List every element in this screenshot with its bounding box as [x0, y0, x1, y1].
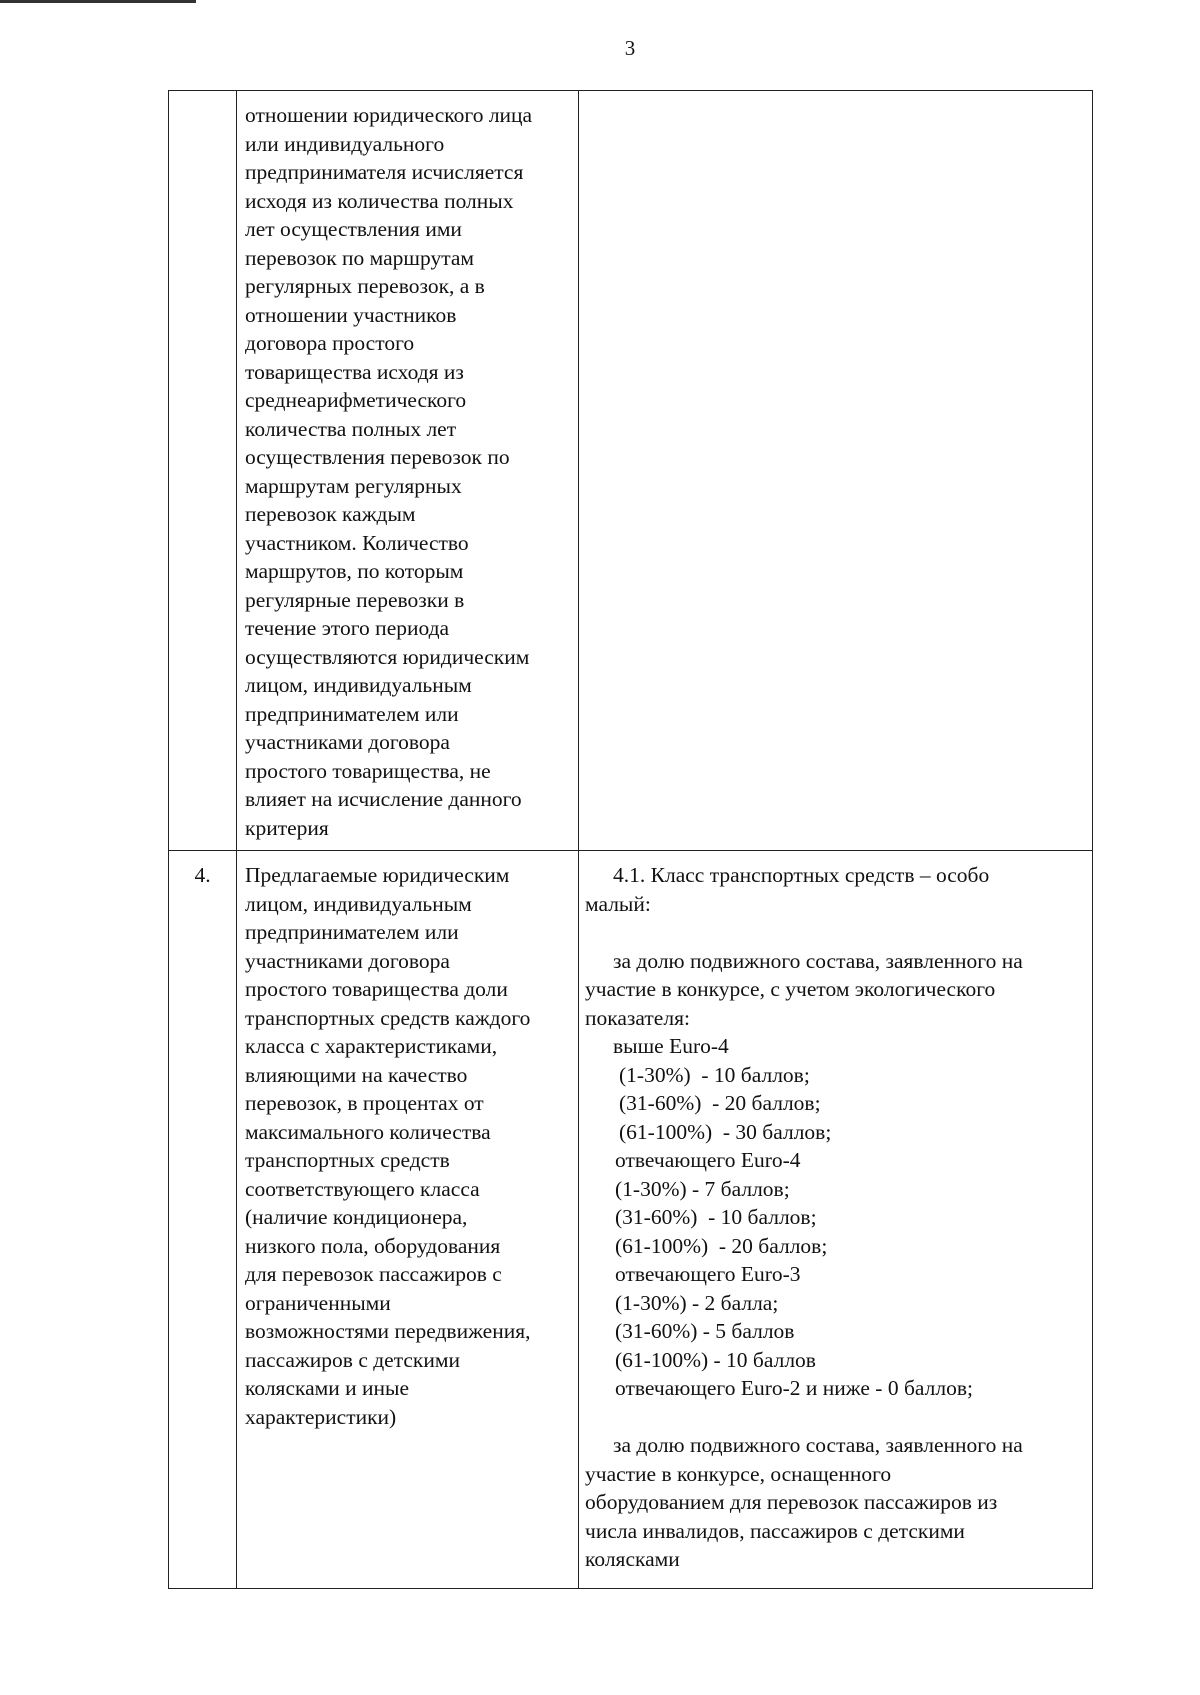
- score-cell: [579, 851, 1093, 1589]
- table-row: [169, 851, 1093, 1589]
- criterion-text: Предлагаемые юридическим лицом, индивидуальным предпринимателем или участниками договора простого товарищества доли транспортных средств каждого класса с характеристиками, влияющими на качество перевозок, в процентах от максимального количества транспортных средств соответствующего класса (наличие кондиционера, низкого пола, оборудования для перевозок пассажиров с ограниченными возможностями передвижения, пассажиров с детскими колясками и иные характеристики): [245, 863, 531, 1429]
- eco-intro-line: участие в конкурсе, с учетом экологического: [585, 977, 996, 1001]
- eco-intro-line: показателя:: [585, 1005, 690, 1030]
- row-number: 4.: [194, 863, 211, 887]
- top-edge-rule: [0, 0, 196, 3]
- score-heading-line: 4.1. Класс транспортных средств – особо: [613, 863, 990, 887]
- equipment-line: числа инвалидов, пассажиров с детскими: [585, 1518, 965, 1543]
- score-cell-empty: [579, 91, 1093, 851]
- score-item: (61-100%) - 30 баллов;: [619, 1119, 832, 1144]
- score-item: (61-100%) - 20 баллов;: [615, 1233, 828, 1258]
- criterion-cell: [237, 91, 579, 851]
- equipment-line: за долю подвижного состава, заявленного на: [613, 1433, 1023, 1457]
- row-number: [169, 91, 236, 101]
- equipment-line: колясками: [585, 1547, 680, 1571]
- score-item: (61-100%) - 10 баллов: [615, 1347, 816, 1372]
- score-text: [579, 851, 1092, 1584]
- score-item: (31-60%) - 10 баллов;: [615, 1205, 817, 1229]
- criterion-text: отношении юридического лица или индивидуального предпринимателя исчисляется исходя из количества полных лет осуществления ими перевозок по маршрутам регулярных перевозок, а в отношении участников договора простого товарищества исходя из среднеарифметического количества полных лет осуществления перевозок по маршрутам регулярных перевозок каждым участником. Количество маршрутов, по которым регулярные перевозки в течение этого периода осуществляются юридическим лицом, индивидуальным предпринимателем или участниками договора простого товарищества, не влияет на исчисление данного критерия: [245, 103, 533, 840]
- class-label-euro2: отвечающего Euro-2 и ниже - 0 баллов;: [615, 1376, 973, 1400]
- criterion-cell: [237, 851, 579, 1589]
- table-row: [169, 91, 1093, 851]
- criteria-table: [168, 90, 1093, 1589]
- page-number: 3: [624, 36, 636, 60]
- eco-intro-line: за долю подвижного состава, заявленного на: [613, 948, 1023, 973]
- score-heading-line: малый:: [585, 891, 651, 916]
- row-number-cell: [169, 91, 237, 851]
- equipment-line: участие в конкурсе, оснащенного: [585, 1461, 892, 1486]
- row-number-cell: [169, 851, 237, 1589]
- score-item: (31-60%) - 20 баллов;: [619, 1091, 821, 1115]
- equipment-line: оборудованием для перевозок пассажиров из: [585, 1490, 998, 1514]
- score-item: (1-30%) - 7 баллов;: [615, 1176, 790, 1201]
- class-label-euro3: отвечающего Euro-3: [615, 1262, 801, 1286]
- class-label-above-euro4: выше Euro-4: [613, 1034, 729, 1058]
- score-item: (1-30%) - 2 балла;: [615, 1290, 779, 1315]
- score-item: (31-60%) - 5 баллов: [615, 1319, 795, 1343]
- class-label-euro4: отвечающего Euro-4: [615, 1148, 801, 1172]
- score-item: (1-30%) - 10 баллов;: [619, 1062, 810, 1087]
